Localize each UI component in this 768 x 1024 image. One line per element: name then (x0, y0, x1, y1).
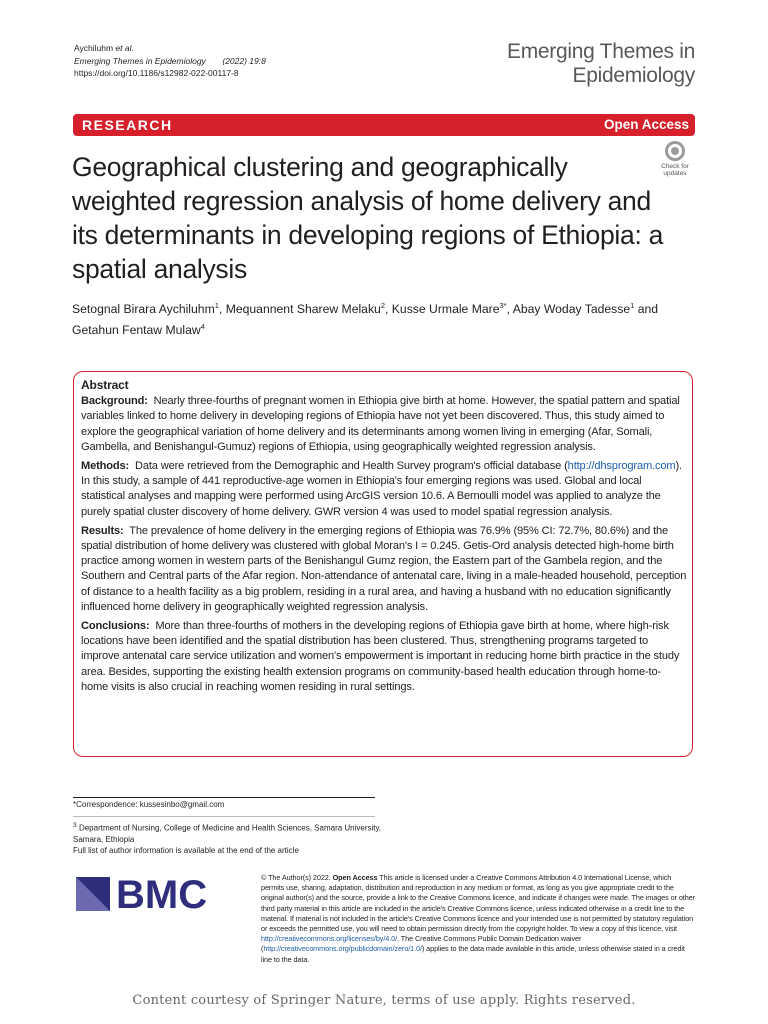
affiliation-sup: 4 (200, 322, 205, 332)
article-title: Geographical clustering and geographically weighted regression analysis of home delivery and its determinants in developing regions of Ethiopia: a spatial analysis (72, 152, 664, 284)
background-label: Background: (81, 395, 148, 408)
author-name: Setognal Birara Aychiluhm (72, 302, 215, 317)
open-access-label: Open Access (603, 117, 689, 132)
article-type-label: RESEARCH (82, 117, 173, 133)
full-author-info-note: Full list of author information is available at the end of the article (73, 846, 299, 856)
copyright-prefix: © The Author(s) 2022. (261, 873, 331, 882)
citation-header (74, 42, 266, 80)
doi-link[interactable]: https://doi.org/10.1186/s12982-022-00117-8 (74, 68, 239, 78)
license-notice (261, 873, 695, 965)
conclusions-label: Conclusions: (81, 620, 150, 633)
et-al: et al. (115, 43, 134, 53)
journal-title: Emerging Themes in Epidemiology (74, 55, 206, 66)
results-label: Results: (81, 524, 124, 537)
citation-volume: (2022) 19:8 (222, 55, 266, 66)
dhs-link[interactable]: http://dhsprogram.com (567, 460, 676, 473)
article-type-banner (73, 114, 695, 136)
bmc-logo (76, 873, 216, 913)
affiliation-sup: 1 (630, 301, 635, 310)
footnote-separator (73, 816, 375, 817)
journal-brand-line2: Epidemiology (572, 64, 695, 87)
affiliation-sup: 3* (499, 301, 507, 310)
journal-brand (507, 40, 695, 88)
author-name: Mequannent Sharew Melaku (225, 302, 381, 317)
first-author: Aychiluhm (74, 43, 114, 53)
abstract-results (81, 524, 687, 615)
license-text-3: ) applies to the data made available in this article, unless otherwise stated in a credit line to the data. (261, 944, 685, 964)
results-text: The prevalence of home delivery in the emerging regions of Ethiopia was 76.9% (95% CI: 72.7%, 80.6%) and the spatial distribution of home delivery was clustered with global Moran's I = 0.245. Getis-Ord analysis detected high-home birth practice among women in western parts of the Benishangul Gumz region, the Eastern part of the Gambela region, and the Southern and Central parts of the Afar region. Non-attendance of antenatal care, living in a male-headed household, perception of distance to a health facility as a big problem, residing in a rural area, and having a husband with no education significantly influenced home delivery in geographically weighted regression analysis. (81, 524, 687, 613)
abstract-methods (81, 459, 687, 520)
check-updates-text: Check for updates (661, 163, 689, 177)
check-updates-icon (665, 141, 685, 161)
abstract-conclusions (81, 619, 687, 695)
conclusions-text: More than three-fourths of mothers in the developing regions of Ethiopia gave birth at home, where high-risk locations have been identified and the spatial distribution has been clustered. Thus, strengthening programs targeted to improve antenatal care service utilization and women's empowerment is important in reducing home birth practice in the study area. Besides, supporting the existing health extension programs on community-based health education through home-to-home visits is also crucial in reaching women residing in rural settings. (81, 620, 680, 693)
cc-zero-link[interactable]: http://creativecommons.org/publicdomain/zero/1.0/ (263, 944, 422, 954)
author-name: Kusse Urmale Mare (391, 302, 500, 317)
author-name: Getahun Fentaw Mulaw (72, 323, 201, 338)
footnote-divider (73, 797, 375, 798)
affiliation-sup: 1 (214, 301, 219, 310)
journal-brand-line1: Emerging Themes in (507, 40, 695, 63)
correspondence: *Correspondence: kussesinbo@gmail.com (73, 800, 225, 809)
methods-label: Methods: (81, 460, 130, 473)
license-open-access: Open Access (332, 873, 378, 882)
abstract-heading: Abstract (81, 378, 129, 392)
license-text-1: This article is licensed under a Creative Commons Attribution 4.0 International License, which permits use, sharing, adaptation, distribution and reproduction in any medium or format, as long as you give appropriate credit to the original author(s) and the source, provide a link to the Creative Commons licence, and indicate if changes were made. The images or other third party material in this article are included in the article's Creative Commons licence, unless indicated otherwise in a credit line to the material. If material is not included in the article's Creative Commons licence and your intended use is not permitted by statutory regulation or exceeds the permitted use, you will need to obtain permission directly from the copyright holder. To view a copy of this licence, visit (261, 873, 695, 934)
abstract (81, 378, 687, 699)
methods-text-pre: Data were retrieved from the Demographic and Health Survey program's official database ( (134, 460, 568, 473)
author-name: Abay Woday Tadesse (512, 302, 631, 317)
footnotes (73, 799, 383, 857)
author-and: and (637, 302, 659, 317)
abstract-background (81, 394, 687, 455)
affiliation-note: $^3$ Department of Nursing, College of Medicine and Health Sciences, Samara University, Samara, Ethiopia (73, 821, 382, 844)
author-list: Setognal Birara Aychiluhm$^1$, Mequannent Sharew Melaku$^2$, Kusse Urmale Mare$^{3*}$, Abay Woday Tadesse$^1$ and Getahun Fentaw Mulaw$^4$ (72, 301, 659, 338)
methods-text-post: ). In this study, a sample of 441 reproductive-age women in Ethiopia's four emerging regions was used. Global and local statistical analyses and mapping were performed using ArcGIS version 10.6. A Bernoulli model was applied to analyze the purely spatial cluster discovery of home delivery. GWR version 4 was used to model spatial regression analysis. (81, 460, 682, 518)
cc-by-link[interactable]: http://creativecommons.org/licenses/by/4.0/ (261, 934, 398, 944)
background-text: Nearly three-fourths of pregnant women in Ethiopia give birth at home. However, the spatial pattern and spatial variables linked to home delivery in developing regions of Ethiopia have not yet been discovered. Thus, this study aimed to explore the geographical variation of home delivery and its determinants among women living in emerging (Afar, Somali, Gambella, and Benishangul-Gumuz) regions of Ethiopia, using geographically weighted regression analysis. (81, 395, 680, 453)
bmc-logo-text: BMC (116, 873, 208, 913)
courtesy-notice: Content courtesy of Springer Nature, terms of use apply. Rights reserved. (132, 993, 636, 1008)
affiliation-sup: 2 (380, 301, 386, 310)
check-for-updates-badge[interactable] (654, 141, 696, 181)
license-text-2: . The Creative Commons Public Domain Dedication waiver ( (261, 934, 582, 954)
